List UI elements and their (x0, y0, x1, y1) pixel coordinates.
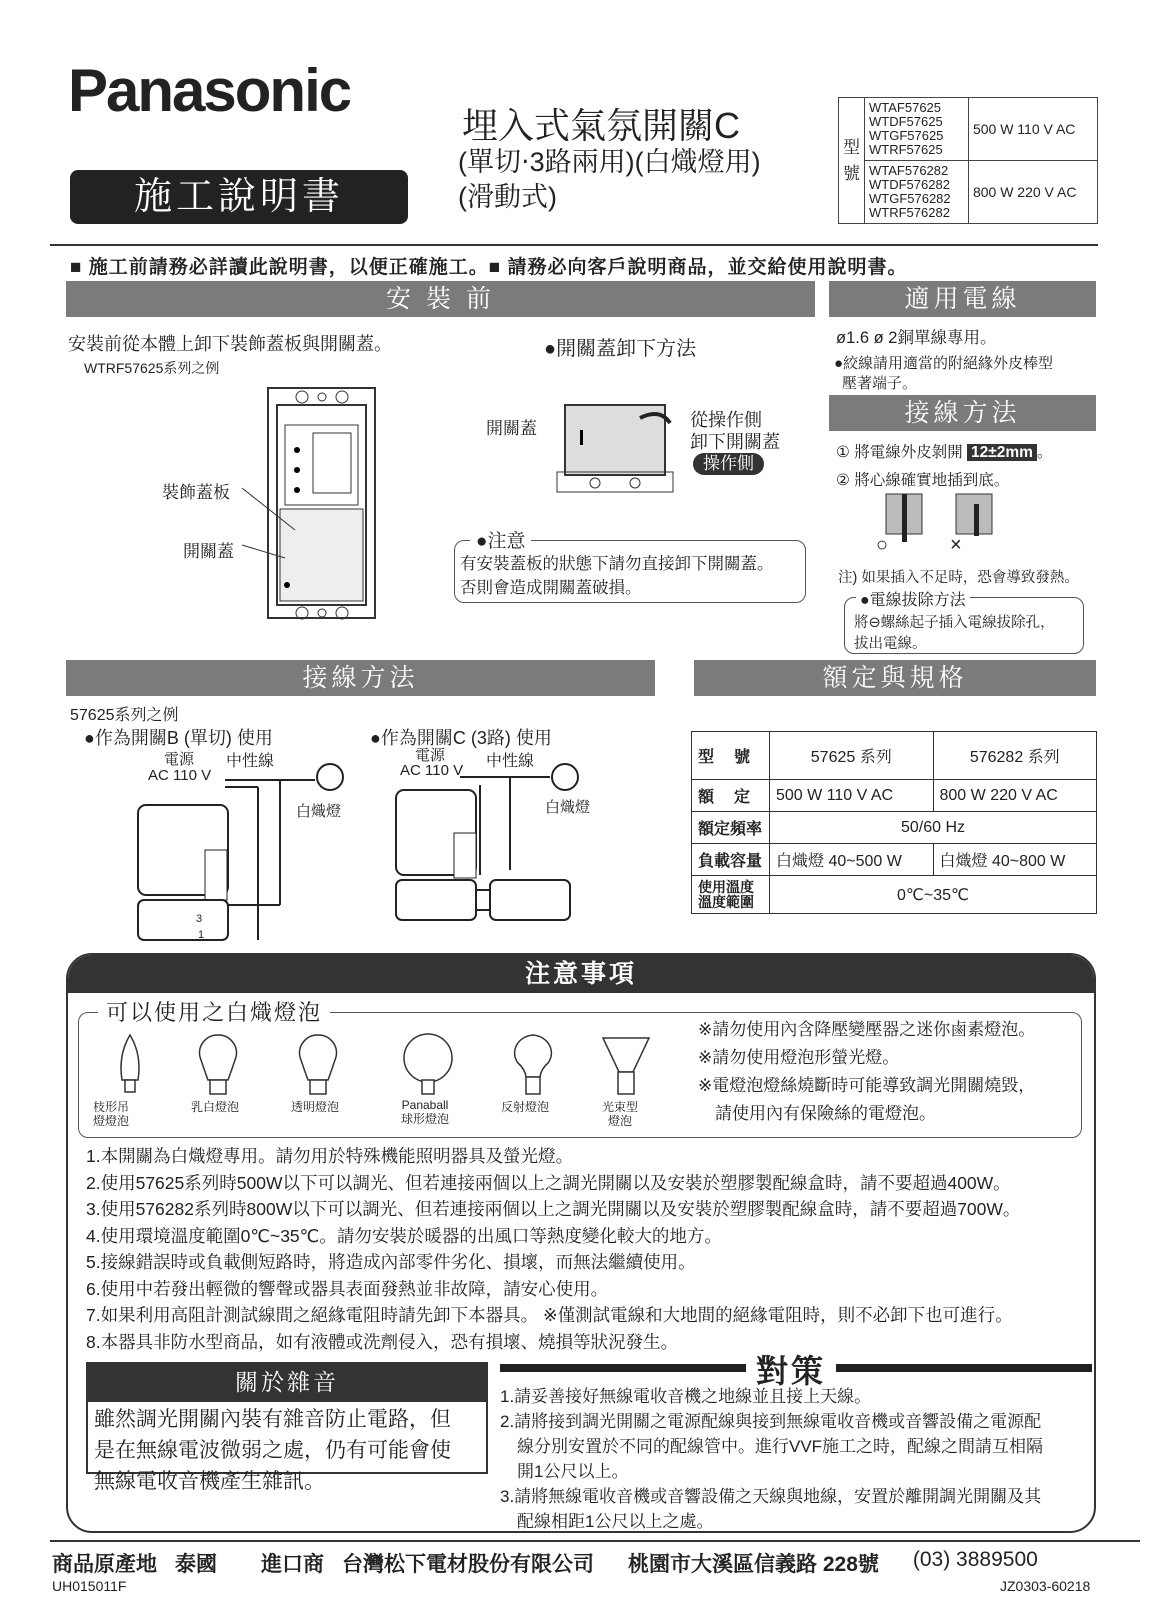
table-row (692, 812, 1097, 844)
warning: 請使用內有保險絲的電燈泡。 (698, 1104, 936, 1123)
manual-label: 施工說明書 (70, 170, 408, 224)
bulb-warnings (698, 1016, 1035, 1128)
model-label: 號 (843, 163, 860, 183)
wire-insertion-diagram (880, 492, 1010, 552)
cover-removal-diagram (555, 400, 675, 495)
table-row (692, 876, 1097, 914)
step-1-text: ① 將電線外皮剝開 (836, 444, 963, 461)
spec-value: 0℃~35℃ (770, 876, 1097, 914)
bulb-label (380, 1098, 470, 1126)
address: 桃園市大溪區信義路 228號 (628, 1553, 879, 1576)
spec-key: 額定頻率 (692, 812, 770, 844)
code-right: JZ0303-60218 (1000, 1578, 1091, 1594)
pull-text-2: 拔出電線。 (854, 636, 927, 652)
noise-line: 是在無線電波微弱之處，仍有可能會使 (94, 1439, 451, 1462)
bulb-label (585, 1100, 655, 1128)
measure-line: 3.請將無線電收音機或音響設備之天線與地線，安置於離開調光開關及其 (500, 1487, 1042, 1506)
measure-line: 1.請妥善接好無線電收音機之地線並且接上天線。 (500, 1387, 872, 1406)
spec-key: 使用溫度溫度範圍 (692, 876, 770, 914)
bulbs-title: 可以使用之白熾燈泡 (98, 996, 330, 1027)
noise-line: 無線電收音機產生雜訊。 (94, 1470, 325, 1493)
model-table (838, 97, 1098, 224)
wire-note-2: 壓著端子。 (842, 375, 918, 392)
bulb-name: 燈泡 (607, 1114, 632, 1128)
terminal-1: 1 (198, 929, 205, 941)
install-example: WTRF57625系列之例 (84, 360, 220, 376)
bulb-label (86, 1100, 136, 1128)
bulb-name: 燈燈泡 (92, 1114, 129, 1128)
beam-bulb-icon (603, 1038, 649, 1072)
model-code: WTAF57625 (869, 100, 942, 115)
milky-bulb-icon (200, 1035, 237, 1080)
model-code: WTDF57625 (869, 114, 943, 129)
measure-line: 配線相距1公尺以上之處。 (500, 1512, 714, 1531)
caution-list (86, 1143, 1020, 1355)
removal-cover-label: 開關蓋 (486, 419, 537, 438)
spec-key: 負載容量 (692, 844, 770, 876)
spec-value: 50/60 Hz (770, 812, 1097, 844)
caution-text-2: 否則會造成開關蓋破損。 (460, 579, 642, 597)
power-label-c: 電源 (415, 747, 446, 764)
table-row (692, 732, 1097, 780)
strip-length: 12±2mm (967, 444, 1037, 461)
wire-note: ●絞線請用適當的附絕緣外皮棒型 (834, 355, 1054, 372)
bulb-name: Panaball (401, 1098, 449, 1112)
measure-line: 線分別安置於不同的配線管中。進行VVF施工之時，配線之間請互相隔 (500, 1437, 1044, 1456)
bulb-label (180, 1100, 250, 1114)
warning: ※電燈泡燈絲燒斷時可能導致調光開關燒毀， (698, 1076, 1036, 1095)
ok-mark: ○ (876, 534, 889, 556)
noise-title: 關於雜音 (88, 1364, 486, 1402)
label-plate: 裝飾蓋板 (162, 483, 230, 502)
wire-spec: ø1.6 ø 2銅單線專用。 (836, 329, 997, 347)
spec-value: 800 W 220 V AC (933, 780, 1097, 812)
noise-text (94, 1404, 451, 1497)
product-subtitle: (單切‧3路兩用)(白熾燈用) (458, 147, 761, 177)
spec-value: 白熾燈 40~500 W (770, 844, 934, 876)
caution-item: 6.使用中若發出輕微的響聲或器具表面發熱並非故障，請安心使用。 (86, 1278, 609, 1299)
op-side-badge: 操作側 (693, 453, 764, 475)
power-label: 電源 (164, 751, 195, 768)
importer-label: 進口商 (261, 1553, 324, 1576)
footer (52, 1548, 1112, 1578)
table-row (692, 780, 1097, 812)
label-cover: 開關蓋 (183, 542, 234, 561)
brand-logo: Panasonic (68, 57, 351, 124)
neutral-label-c: 中性線 (486, 753, 535, 770)
bulb-label (280, 1100, 350, 1114)
measure-line: 開1公尺以上。 (500, 1462, 629, 1481)
noise-line: 雖然調光開關內裝有雜音防止電路，但 (94, 1408, 451, 1431)
spec-value: 576282 系列 (933, 732, 1097, 780)
caution-item: 3.使用576282系列時800W以下可以調光、但若連接兩個以上之調光開關以及安裝於塑膠製配線盒時，請不要超過700W。 (86, 1199, 1021, 1219)
wiring-example: 57625系列之例 (70, 707, 179, 724)
neutral-label: 中性線 (226, 753, 275, 770)
ac-label-c: AC 110 V (400, 762, 464, 779)
step-1 (836, 440, 1052, 462)
candle-bulb-icon (121, 1035, 139, 1080)
wiring-diagram-b (130, 755, 360, 945)
spec-value: 500 W 110 V AC (770, 780, 934, 812)
removal-from-2: 卸下開關蓋 (690, 432, 780, 452)
spec-value: 57625 系列 (770, 732, 934, 780)
removal-from: 從操作側 (690, 410, 762, 430)
origin-label: 商品原產地 (52, 1553, 157, 1576)
clear-bulb-icon (300, 1035, 337, 1080)
model-code: WTGF576282 (869, 191, 951, 206)
step-2: ② 將心線確實地插到底。 (836, 472, 1010, 489)
bulb-icons (98, 1030, 698, 1100)
spec-key: 型 號 (692, 732, 770, 780)
spec-value: 白熾燈 40~800 W (933, 844, 1097, 876)
product-title: 埋入式氣氛開關C (462, 105, 740, 146)
wiring-b-title: ●作為開關B (單切) 使用 (84, 728, 273, 748)
bulb-list (80, 1030, 690, 1135)
measure-line: 2.請將接到調光開關之電源配線與接到無線電收音機或音響設備之電源配 (500, 1412, 1042, 1431)
caution-item: 7.如果利用高阻計測試線間之絕緣電阻時請先卸下本器具。 ※僅測試電線和大地間的絕緣電阻時，則不必卸下也可進行。 (86, 1305, 1013, 1325)
model-code: WTAF576282 (869, 163, 949, 178)
caution-item: 4.使用環境溫度範圍0℃~35℃。請勿安裝於暖器的出風口等熱度變化較大的地方。 (86, 1225, 722, 1246)
origin: 泰國 (175, 1553, 217, 1576)
caution-item: 5.接線錯誤時或負載側短路時，將造成內部零件劣化、損壞，而無法繼續使用。 (86, 1252, 696, 1272)
divider (50, 244, 1098, 246)
caution-item: 8.本器具非防水型商品，如有液體或洗劑侵入，恐有損壞、燒損等狀況發生。 (86, 1331, 679, 1352)
reflector-bulb-icon (515, 1035, 552, 1077)
code-left: UH015011F (52, 1578, 127, 1594)
footer-rule (50, 1540, 1140, 1542)
model-code: WTGF57625 (869, 128, 944, 143)
wire-header: 適用電線 (829, 281, 1096, 317)
bulb-name: 透明燈泡 (290, 1100, 339, 1114)
measures-list (500, 1384, 1043, 1534)
ng-mark: × (950, 534, 962, 556)
model-code: WTRF57625 (869, 142, 943, 157)
model-code: WTDF576282 (869, 177, 950, 192)
importer: 台灣松下電材股份有限公司 (342, 1553, 594, 1576)
pull-text: 將⊖螺絲起子插入電線拔除孔， (854, 615, 1055, 631)
ac-label: AC 110 V (148, 767, 212, 784)
lamp-label-c: 白熾燈 (545, 799, 591, 816)
bulb-name: 乳白燈泡 (190, 1100, 239, 1114)
table-row (692, 844, 1097, 876)
spec-table (691, 731, 1097, 914)
method-header: 接線方法 (829, 395, 1096, 431)
warning: ※請勿使用燈泡形螢光燈。 (698, 1048, 900, 1067)
pull-title: ●電線拔除方法 (856, 587, 970, 610)
model-label: 型 (843, 137, 860, 157)
phone: (03) 3889500 (912, 1548, 1038, 1571)
caution-item: 2.使用57625系列時500W以下可以調光、但若連接兩個以上之調光開關以及安裝於塑膠製配線盒時，請不要超過400W。 (86, 1172, 1011, 1193)
measures-title: 對策 (746, 1346, 836, 1392)
product-subtitle-2: (滑動式) (458, 182, 557, 212)
step-1-end: 。 (1036, 444, 1053, 461)
globe-bulb-icon (404, 1034, 452, 1082)
install-header: 安 裝 前 (66, 281, 815, 317)
bulb-name: 枝形吊 (92, 1100, 129, 1114)
cautions-header: 注意事項 (68, 955, 1094, 993)
model-rating: 800 W 220 V AC (968, 161, 1097, 224)
wiring-diagram-c (390, 755, 600, 930)
spec-header: 額定與規格 (694, 660, 1096, 696)
spec-key: 額 定 (692, 780, 770, 812)
install-desc: 安裝前從本體上卸下裝飾蓋板與開關蓋。 (68, 334, 392, 354)
removal-title: ●開關蓋卸下方法 (544, 338, 697, 360)
bulb-label (490, 1100, 560, 1114)
model-rating: 500 W 110 V AC (968, 98, 1097, 161)
lamp-label: 白熾燈 (296, 803, 342, 820)
leader-lines (240, 480, 300, 560)
bulb-name: 球形燈泡 (400, 1112, 449, 1126)
model-code: WTRF576282 (869, 205, 950, 220)
terminal-3: 3 (196, 913, 203, 925)
caution-text: 有安裝蓋板的狀態下請勿直接卸下開關蓋。 (460, 555, 774, 573)
warning: ※請勿使用內含降壓變壓器之迷你鹵素燈泡。 (698, 1020, 1036, 1039)
bulb-name: 反射燈泡 (500, 1100, 549, 1114)
caution-item: 1.本開關為白熾燈專用。請勿用於特殊機能照明器具及螢光燈。 (86, 1146, 574, 1166)
bulb-name: 光束型 (601, 1100, 638, 1114)
caution-title: ●注意 (470, 526, 531, 553)
wiring-header: 接線方法 (66, 660, 655, 696)
insert-note: 注) 如果插入不足時，恐會導致發熱。 (838, 570, 1079, 586)
wiring-c-title: ●作為開關C (3路) 使用 (370, 728, 552, 748)
notice: ■ 施工前請務必詳讀此說明書，以便正確施工。■ 請務必向客戶說明商品，並交給使用說明書。 (70, 257, 908, 278)
